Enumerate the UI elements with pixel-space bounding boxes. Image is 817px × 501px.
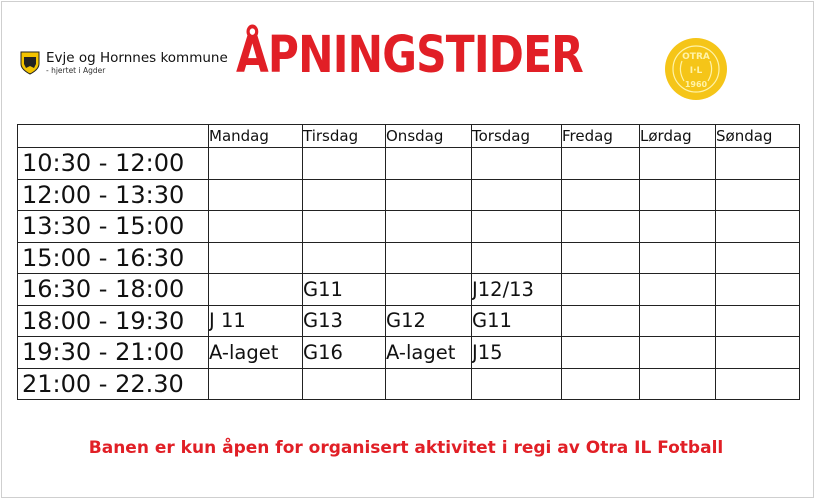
opening-hours-table: [17, 124, 800, 400]
schedule-cell: [640, 274, 716, 306]
schedule-cell: J12/13: [472, 274, 562, 306]
table-row: [18, 179, 800, 211]
day-header-monday: Mandag: [209, 125, 303, 148]
table-row: [18, 148, 800, 180]
schedule-cell: [472, 148, 562, 180]
schedule-cell: [472, 179, 562, 211]
municipality-branding: [20, 51, 228, 75]
schedule-cell: [562, 242, 640, 274]
schedule-cell: [716, 337, 800, 369]
schedule-cell: A-laget: [386, 337, 472, 369]
schedule-cell: [303, 368, 386, 400]
schedule-cell: [386, 148, 472, 180]
schedule-cell: [472, 211, 562, 243]
schedule-cell: [562, 337, 640, 369]
schedule-cell: G11: [303, 274, 386, 306]
schedule-cell: [386, 179, 472, 211]
time-slot-cell: 13:30 - 15:00: [18, 211, 209, 243]
schedule-cell: [716, 242, 800, 274]
table-row: [18, 337, 800, 369]
schedule-cell: [562, 305, 640, 337]
time-slot-cell: 19:30 - 21:00: [18, 337, 209, 369]
schedule-cell: [209, 368, 303, 400]
day-header-sunday: Søndag: [716, 125, 800, 148]
schedule-cell: [640, 305, 716, 337]
schedule-cell: G12: [386, 305, 472, 337]
schedule-cell: [386, 211, 472, 243]
schedule-cell: A-laget: [209, 337, 303, 369]
schedule-cell: [640, 148, 716, 180]
day-header-friday: Fredag: [562, 125, 640, 148]
schedule-cell: [209, 211, 303, 243]
club-logo-initials: I·L: [689, 66, 703, 76]
schedule-cell: [716, 368, 800, 400]
schedule-cell: [716, 211, 800, 243]
time-slot-cell: 18:00 - 19:30: [18, 305, 209, 337]
club-logo-year: 1960: [684, 80, 708, 89]
schedule-cell: [716, 179, 800, 211]
schedule-cell: [562, 148, 640, 180]
schedule-cell: [562, 274, 640, 306]
otra-il-club-logo: [664, 37, 728, 101]
schedule-cell: [472, 368, 562, 400]
schedule-cell: [472, 242, 562, 274]
schedule-cell: [716, 305, 800, 337]
schedule-cell: [303, 148, 386, 180]
table-row: [18, 242, 800, 274]
schedule-cell: [562, 179, 640, 211]
schedule-cell: [640, 211, 716, 243]
table-row: [18, 368, 800, 400]
schedule-cell: [303, 242, 386, 274]
table-row: [18, 305, 800, 337]
table-header-row: [18, 125, 800, 148]
schedule-cell: G11: [472, 305, 562, 337]
day-header-saturday: Lørdag: [640, 125, 716, 148]
schedule-cell: [386, 242, 472, 274]
schedule-cell: [716, 148, 800, 180]
schedule-cell: [640, 337, 716, 369]
municipality-crest-icon: [20, 51, 40, 75]
page-title: ÅPNINGSTIDER: [236, 26, 583, 85]
time-slot-cell: 12:00 - 13:30: [18, 179, 209, 211]
municipality-tagline: - hjertet i Agder: [46, 66, 106, 75]
schedule-cell: [640, 179, 716, 211]
municipality-name: Evje og Hornnes kommune: [46, 50, 228, 66]
corner-header-cell: [18, 125, 209, 148]
schedule-cell: [640, 368, 716, 400]
footer-notice: Banen er kun åpen for organisert aktivitet i regi av Otra IL Fotball: [88, 438, 724, 458]
table-row: [18, 274, 800, 306]
time-slot-cell: 21:00 - 22.30: [18, 368, 209, 400]
schedule-cell: [716, 274, 800, 306]
schedule-cell: [562, 368, 640, 400]
day-header-wednesday: Onsdag: [386, 125, 472, 148]
schedule-cell: [209, 274, 303, 306]
time-slot-cell: 16:30 - 18:00: [18, 274, 209, 306]
day-header-thursday: Torsdag: [472, 125, 562, 148]
schedule-cell: [386, 368, 472, 400]
schedule-cell: [303, 211, 386, 243]
schedule-cell: [209, 148, 303, 180]
day-header-tuesday: Tirsdag: [303, 125, 386, 148]
schedule-cell: G13: [303, 305, 386, 337]
table-row: [18, 211, 800, 243]
schedule-cell: J 11: [209, 305, 303, 337]
time-slot-cell: 10:30 - 12:00: [18, 148, 209, 180]
schedule-cell: [640, 242, 716, 274]
schedule-cell: J15: [472, 337, 562, 369]
schedule-cell: [209, 179, 303, 211]
schedule-cell: [303, 179, 386, 211]
schedule-cell: [562, 211, 640, 243]
schedule-cell: G16: [303, 337, 386, 369]
schedule-cell: [209, 242, 303, 274]
club-logo-name: OTRA: [682, 52, 710, 62]
schedule-cell: [386, 274, 472, 306]
time-slot-cell: 15:00 - 16:30: [18, 242, 209, 274]
